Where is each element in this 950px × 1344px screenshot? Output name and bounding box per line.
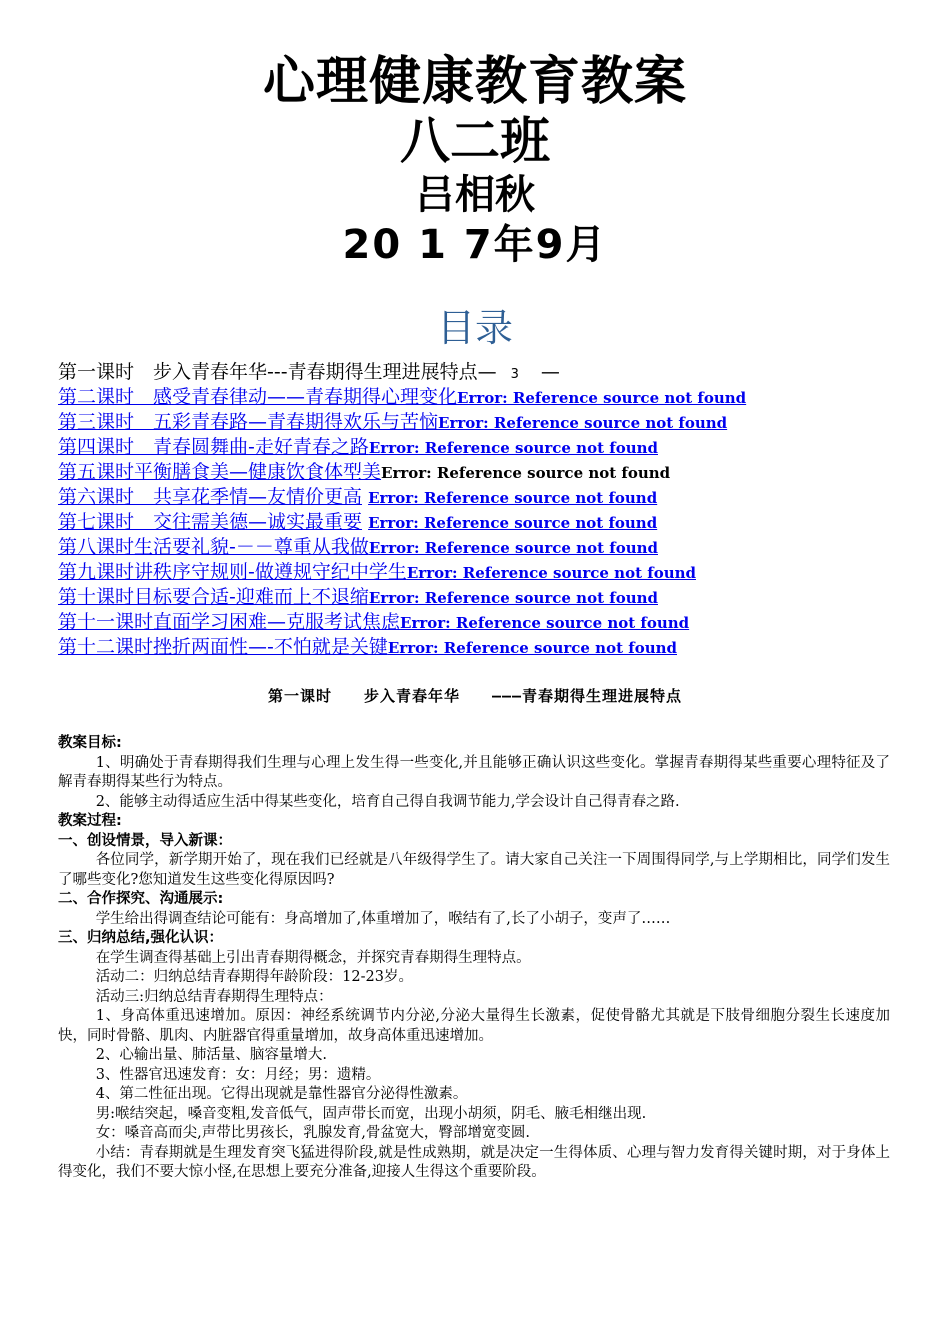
toc-ref-error[interactable]: Error: Reference source not found (387, 639, 677, 657)
goal-2: 2、能够主动得适应生活中得某些变化，培育自己得自我调节能力,学会设计自己得青春之路. (95, 793, 680, 810)
section-3-line: 在学生调查得基础上引出青春期得概念，并探究青春期得生理特点。 (95, 949, 531, 966)
toc-link[interactable]: 第十二课时挫折两面性—-不怕就是关键 (58, 636, 388, 658)
toc-ref-error[interactable]: Error: Reference source not found (368, 514, 658, 532)
section-3-line: 3、性器官迅速发育：女：月经；男：遗精。 (95, 1066, 381, 1083)
section-2-title: 二、合作探究、沟通展示: (58, 891, 224, 907)
document-title: 心理健康教育教案 (262, 52, 687, 112)
toc-entry-12[interactable] (58, 635, 918, 660)
toc-entry-2[interactable] (58, 385, 918, 410)
goals-label: 教案目标: (58, 735, 122, 751)
section-3-summary: 小结：青春期就是生理发育突飞猛进得阶段,就是性成熟期，就是决定一生得体质、心理与智力发育得关键时期，对于身体上得变化，我们不要大惊小怪,在思想上要充分准备,迎接人生得这个重要阶段。 (58, 1144, 890, 1180)
toc-entry-10[interactable] (58, 585, 918, 610)
section-1-text: 各位同学，新学期开始了，现在我们已经就是八年级得学生了。请大家自己关注一下周围得同学,与上学期相比，同学们发生了哪些变化?您知道发生这些变化得原因吗? (58, 852, 890, 888)
toc-ref-error[interactable]: Error: Reference source not found (368, 589, 658, 607)
toc-entry-tail: — (540, 361, 560, 383)
section-3-line: 4、第二性征出现。它得出现就是靠性器官分泌得性激素。 (95, 1086, 468, 1102)
toc-link[interactable]: 第七课时 交往需美德—诚实最重要 (58, 511, 363, 533)
toc-ref-error[interactable]: Error: Reference source not found (438, 414, 728, 432)
table-of-contents (58, 360, 918, 660)
section-2-text: 学生给出得调查结论可能有：身高增加了,体重增加了，喉结有了,长了小胡子，变声了…… (95, 910, 671, 927)
toc-entry-1[interactable] (58, 360, 918, 385)
class-name: 八二班 (400, 112, 550, 170)
section-3-line: 1、身高体重迅速增加。原因：神经系统调节内分泌,分泌大量得生长激素，促使骨骼尤其就是下肢骨细胞分裂生长速度加快，同时骨骼、肌肉、内脏器官得重量增加，故身高体重迅速增加。 (58, 1008, 890, 1044)
toc-entry-9[interactable] (58, 560, 918, 585)
toc-ref-error[interactable]: Error: Reference source not found (406, 564, 696, 582)
toc-link[interactable]: 第九课时讲秩序守规则-做遵规守纪中学生 (58, 561, 407, 583)
toc-entry-7[interactable] (58, 510, 918, 535)
cover-title-block (0, 52, 950, 270)
section-1-title: 一、创设情景，导入新课： (58, 832, 232, 849)
toc-link[interactable]: 第六课时 共享花季情—友情价更高 (58, 486, 363, 508)
section-3-line: 女：嗓音高而尖,声带比男孩长，乳腺发育,骨盆宽大，臀部增宽变圆. (95, 1125, 531, 1141)
toc-ref-error[interactable]: Error: Reference source not found (368, 489, 658, 507)
toc-entry-6[interactable] (58, 485, 918, 510)
toc-entry-3[interactable] (58, 410, 918, 435)
toc-page-number: 3 (510, 367, 519, 382)
lesson-body (58, 734, 890, 1183)
section-3-line: 2、心输出量、肺活量、脑容量增大. (95, 1047, 328, 1063)
toc-entry-8[interactable] (58, 535, 918, 560)
toc-ref-error[interactable]: Error: Reference source not found (368, 539, 658, 557)
section-3-title: 三、归纳总结,强化认识： (58, 930, 224, 946)
author-name: 吕相秋 (415, 172, 535, 218)
toc-heading: 目录 (436, 306, 513, 350)
toc-link[interactable]: 第二课时 感受青春律动——青春期得心理变化 (58, 386, 458, 408)
toc-entry-label: 第一课时 步入青春年华---青春期得生理进展特点— (58, 361, 497, 383)
process-label: 教案过程: (58, 813, 122, 829)
toc-link[interactable]: 第十课时目标要合适-迎难而上不退缩 (58, 586, 369, 608)
toc-ref-error[interactable]: Error: Reference source not found (457, 389, 747, 407)
section-3-line: 男:喉结突起，嗓音变粗,发音低气，固声带长而宽，出现小胡须，阴毛、腋毛相继出现. (95, 1105, 647, 1122)
lesson-heading: 第一课时 步入青春年华 ———青春期得生理进展特点 (267, 687, 683, 705)
toc-ref-error[interactable]: Error: Reference source not found (368, 439, 658, 457)
toc-link[interactable]: 第四课时 青春圆舞曲-走好青春之路 (58, 436, 369, 458)
toc-entry-5[interactable] (58, 460, 918, 485)
toc-link[interactable]: 第十一课时直面学习困难—克服考试焦虑 (58, 611, 401, 633)
section-3-line: 活动三:归纳总结青春期得生理特点： (95, 988, 333, 1005)
document-date: 20 1 7年9月 (342, 222, 608, 268)
toc-entry-11[interactable] (58, 610, 918, 635)
toc-link[interactable]: 第八课时生活要礼貌-－－尊重从我做 (58, 536, 369, 558)
toc-link[interactable]: 第五课时平衡膳食美—健康饮食体型美 (58, 461, 382, 483)
toc-link[interactable]: 第三课时 五彩青春路—青春期得欢乐与苦恼 (58, 411, 439, 433)
toc-ref-error[interactable]: Error: Reference source not found (400, 614, 690, 632)
goal-1: 1、明确处于青春期得我们生理与心理上发生得一些变化,并且能够正确认识这些变化。掌握青春期得某些重要心理特征及了解青春期得某些行为特点。 (58, 754, 890, 790)
toc-entry-4[interactable] (58, 435, 918, 460)
toc-ref-error: Error: Reference source not found (381, 464, 671, 482)
section-3-line: 活动二：归纳总结青春期得年龄阶段：12-23岁。 (95, 969, 413, 985)
